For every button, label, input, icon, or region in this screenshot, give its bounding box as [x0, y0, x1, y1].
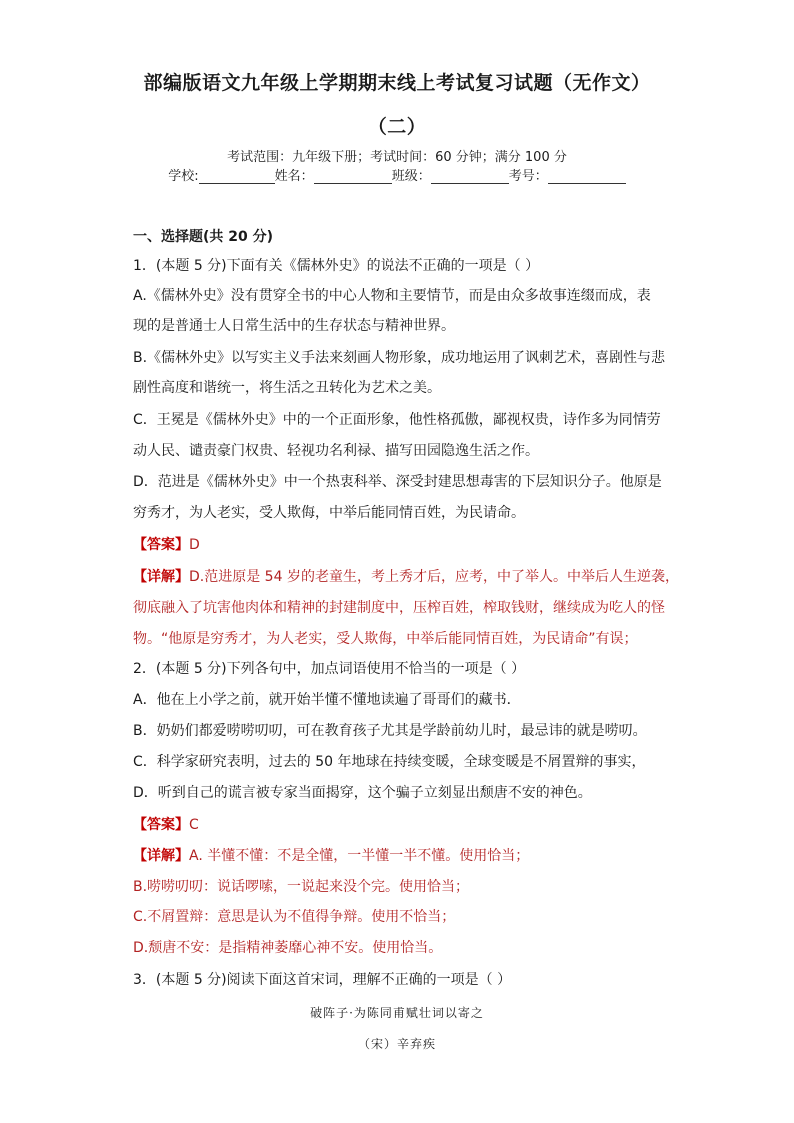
question-2-detail-cont: D.颓唐不安：是指精神萎靡心神不安。使用恰当。: [133, 940, 443, 956]
detail-text: A. 半懂不懂：不是全懂，一半懂一半不懂。使用恰当；: [189, 848, 530, 864]
question-1-detail-cont: 物。“他原是穷秀才，为人老实，受人欺侮，中举后能同情百姓，为民请命”有误；: [133, 631, 638, 647]
question-2-option-d: D．听到自己的谎言被专家当面揭穿，这个骗子立刻显出颓唐不安的神色。: [133, 785, 592, 801]
question-3-stem: 3．(本题 5 分)阅读下面这首宋词，理解不正确的一项是（ ）: [133, 972, 512, 988]
question-2-detail: [133, 846, 529, 866]
question-2-answer: [133, 815, 199, 835]
question-2-detail-cont: C.不屑置辩：意思是认为不值得争辩。使用不恰当；: [133, 909, 456, 925]
answer-value: C: [189, 817, 199, 833]
number-field[interactable]: [548, 169, 626, 184]
section-heading: 一、选择题(共 20 分): [133, 229, 274, 245]
question-1-stem: 1．(本题 5 分)下面有关《儒林外史》的说法不正确的一项是（ ）: [133, 258, 540, 274]
page-title: 部编版语文九年级上学期期末线上考试复习试题（无作文）: [143, 72, 651, 94]
class-field[interactable]: [431, 169, 509, 184]
school-field[interactable]: [199, 169, 275, 184]
poem-author: （宋）辛弃疾: [357, 1037, 436, 1051]
student-info-fields: [0, 165, 794, 184]
answer-tag: 【答案】: [133, 537, 189, 553]
answer-tag: 【答案】: [133, 817, 189, 833]
detail-text: D.范进原是 54 岁的老童生，考上秀才后，应考，中了举人。中举后人生逆袭，: [189, 569, 679, 585]
question-1-option-b: B.《儒林外史》以写实主义手法来刻画人物形象，成功地运用了讽刺艺术，喜剧性与悲: [133, 350, 666, 366]
question-1-answer: [133, 535, 200, 555]
question-1-option-a-cont: 现的是普通士人日常生活中的生存状态与精神世界。: [133, 318, 455, 334]
question-1-option-d: D．范进是《儒林外史》中一个热衷科举、深受封建思想毒害的下层知识分子。他原是: [133, 474, 662, 490]
poem-title: 破阵子·为陈同甫赋壮词以寄之: [310, 1006, 484, 1020]
exam-info: 考试范围：九年级下册；考试时间：60 分钟；满分 100 分: [227, 150, 567, 165]
question-2-option-b: B．奶奶们都爱唠唠叨叨，可在教育孩子尤其是学龄前幼儿时，最忌讳的就是唠叨。: [133, 723, 647, 739]
question-1-detail-cont: 彻底融入了坑害他肉体和精神的封建制度中，压榨百姓，榨取钱财，继续成为吃人的怪: [133, 600, 665, 616]
question-1-detail: [133, 567, 679, 587]
class-label: 班级：: [391, 169, 431, 184]
school-label: 学校:: [168, 169, 199, 184]
question-2-detail-cont: B.唠唠叨叨：说话啰嗦，一说起来没个完。使用恰当；: [133, 879, 470, 895]
question-1-option-d-cont: 穷秀才，为人老实，受人欺侮，中举后能同情百姓，为民请命。: [133, 505, 525, 521]
question-1-option-c: C．王冕是《儒林外史》中的一个正面形象，他性格孤傲，鄙视权贵，诗作多为同情劳: [133, 412, 661, 428]
answer-value: D: [189, 537, 200, 553]
question-1-option-b-cont: 剧性高度和谐统一，将生活之丑转化为艺术之美。: [133, 380, 441, 396]
number-label: 考号：: [508, 169, 548, 184]
question-2-option-a: A．他在上小学之前，就开始半懂不懂地读遍了哥哥们的藏书．: [133, 692, 521, 708]
question-2-option-c: C．科学家研究表明，过去的 50 年地球在持续变暖，全球变暖是不屑置辩的事实，: [133, 754, 646, 770]
question-1-option-a: A.《儒林外史》没有贯穿全书的中心人物和主要情节，而是由众多故事连缀而成，表: [133, 288, 651, 304]
question-2-stem: 2．(本题 5 分)下列各句中，加点词语使用不恰当的一项是（ ）: [133, 661, 526, 677]
detail-tag: 【详解】: [133, 848, 189, 864]
question-1-option-c-cont: 动人民、谴责豪门权贵、轻视功名利禄、描写田园隐逸生活之作。: [133, 443, 539, 459]
name-label: 姓名：: [274, 169, 314, 184]
detail-tag: 【详解】: [133, 569, 189, 585]
name-field[interactable]: [314, 169, 392, 184]
page-subtitle: （二）: [367, 116, 427, 138]
